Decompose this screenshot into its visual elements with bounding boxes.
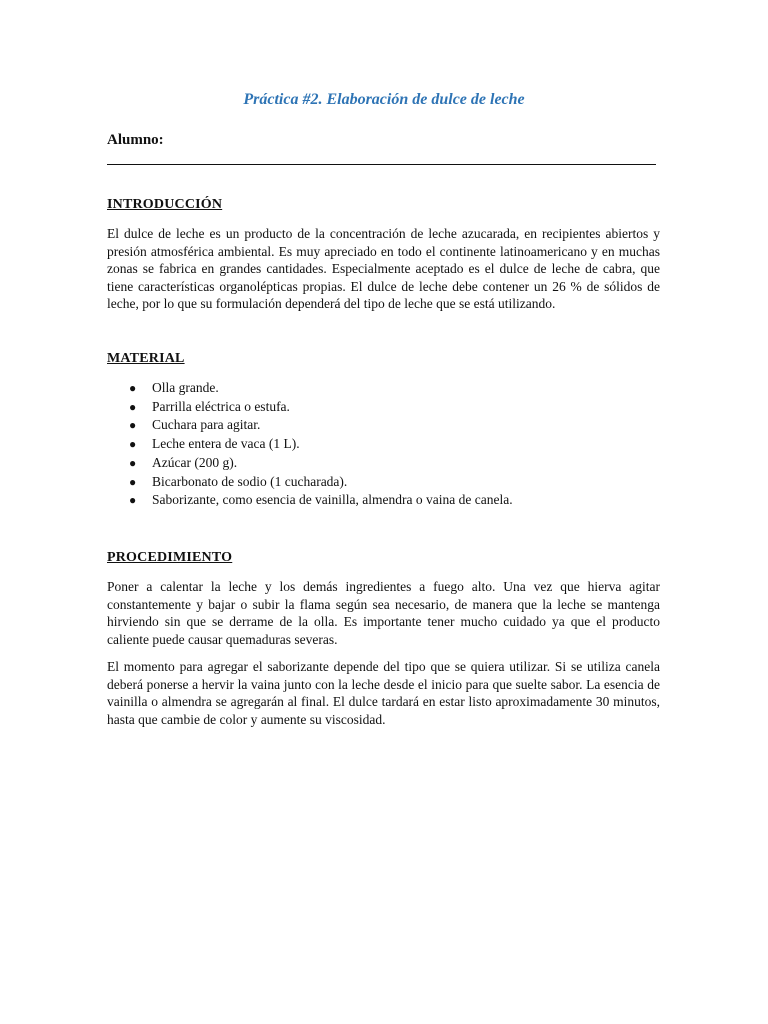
procedure-paragraph-1: Poner a calentar la leche y los demás ingredientes a fuego alto. Una vez que hierva agitar constantemente y bajar o subir la flama según sea necesario, de manera que la leche se mantenga hirviendo sin que se derrame de la olla. Es importante tener mucho cuidado ya que el producto caliente puede causar quemaduras severas.: [107, 579, 660, 647]
list-item: ● Azúcar (200 g).: [107, 454, 660, 473]
list-item: ● Cuchara para agitar.: [107, 416, 660, 435]
list-item: ● Parrilla eléctrica o estufa.: [107, 398, 660, 417]
bullet-icon: ●: [129, 381, 137, 395]
student-name-line: [107, 164, 656, 165]
procedure-heading: PROCEDIMIENTO: [107, 550, 233, 565]
introduction-heading: INTRODUCCIÓN: [107, 197, 223, 212]
bullet-icon: ●: [129, 399, 137, 414]
material-list: [107, 379, 660, 510]
procedure-paragraph-2: El momento para agregar el saborizante depende del tipo que se quiera utilizar. Si se utiliza canela deberá ponerse a hervir la vaina junto con la leche desde el inicio para que suelte sabor. La esencia de vainilla o almendra se agregarán al final. El dulce tardará en estar listo aproximadamente 30 minutos, hasta que cambie de color y aumente su viscosidad.: [107, 659, 660, 727]
list-item: ● Leche entera de vaca (1 L).: [107, 435, 660, 454]
bullet-icon: ●: [129, 418, 137, 433]
bullet-icon: ●: [129, 474, 137, 489]
list-item: ● Olla grande.: [107, 379, 660, 398]
bullet-icon: ●: [129, 437, 137, 452]
document-title: Práctica #2. Elaboración de dulce de leche: [243, 91, 525, 108]
list-item: ● Bicarbonato de sodio (1 cucharada).: [107, 473, 660, 492]
list-item: ● Saborizante, como esencia de vainilla, almendra o vaina de canela.: [107, 491, 660, 510]
bullet-icon: ●: [129, 493, 137, 508]
student-label: Alumno:: [107, 132, 164, 148]
introduction-paragraph: El dulce de leche es un producto de la concentración de leche azucarada, en recipientes abiertos y presión atmosférica ambiental. Es muy apreciado en todo el continente latinoamericano y en muchas zonas se fabrica en grandes cantidades. Especialmente aceptado es el dulce de leche de cabra, que tiene características organolépticas propias. El dulce de leche debe contener un 26 % de sólidos de leche, por lo que su formulación dependerá del tipo de leche que se está utilizando.: [107, 226, 660, 312]
bullet-icon: ●: [129, 455, 137, 470]
material-heading: MATERIAL: [107, 351, 185, 366]
